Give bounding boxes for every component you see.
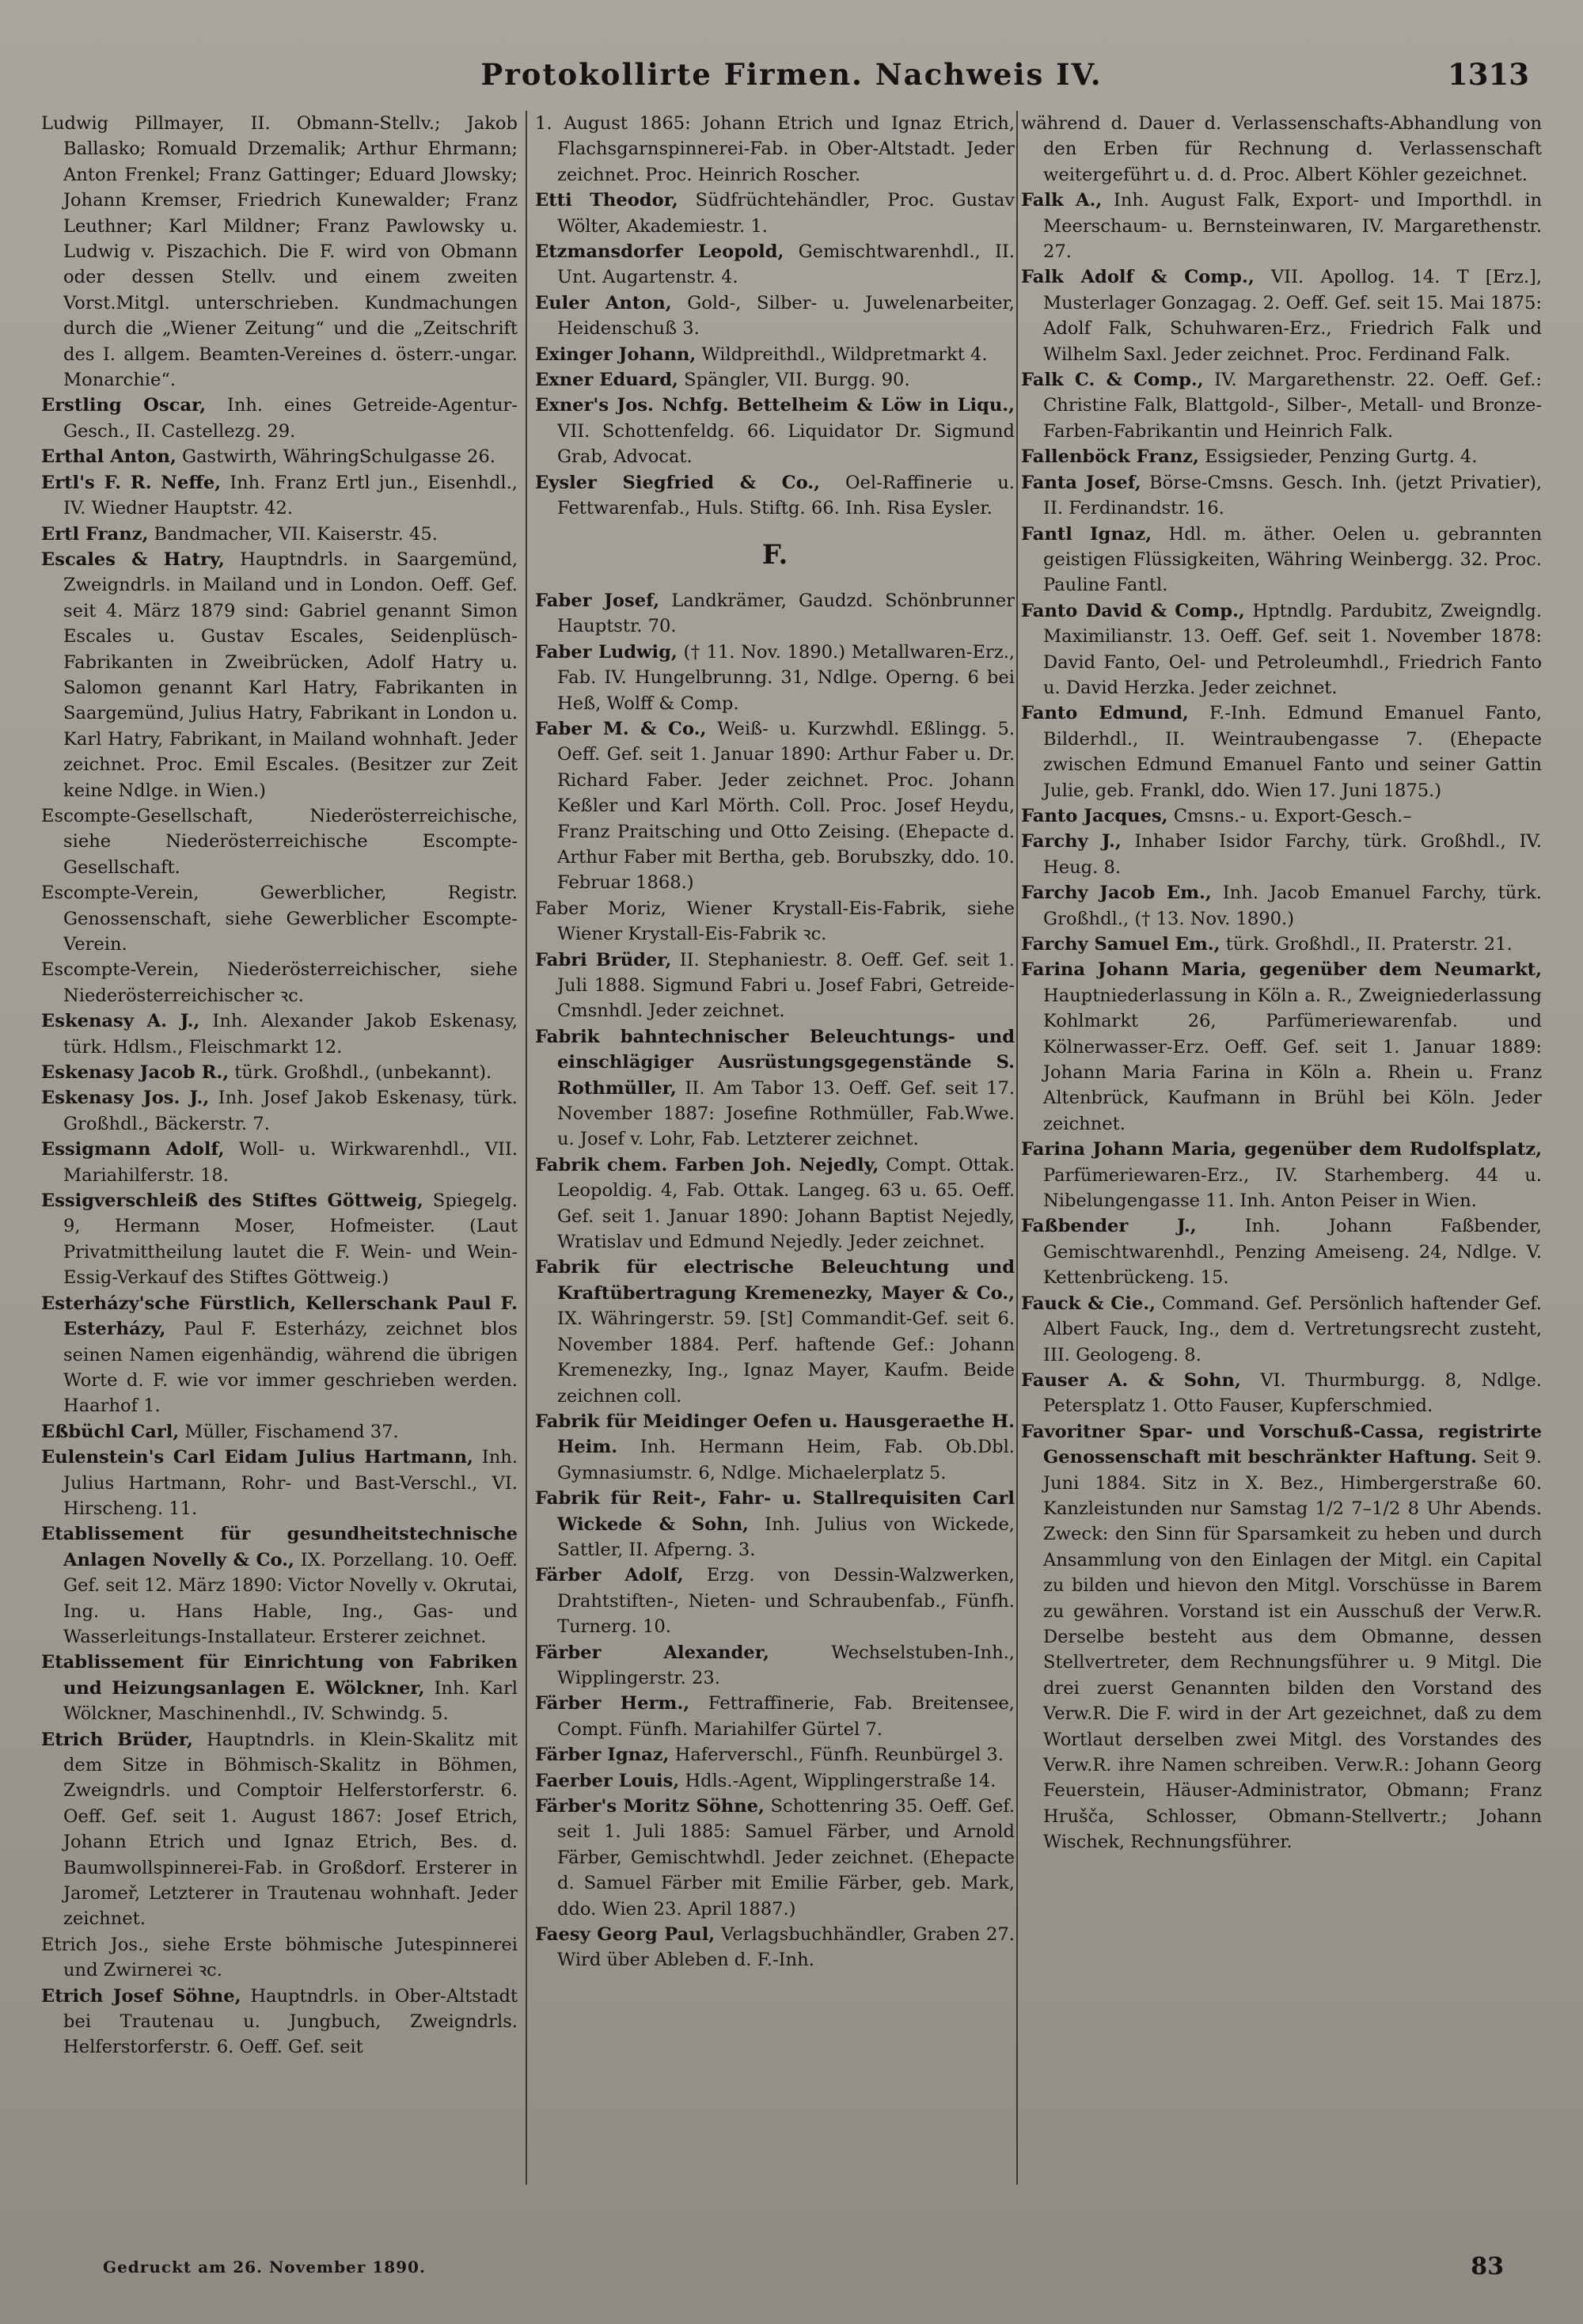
firm-details: Hauptndrls. in Klein-Skalitz mit dem Sitze in Böhmisch-Skalitz in Böhmen, Zweigndrls. und Comptoir Helferstorferstr. 6. Oeff. Gef. seit 1. August 1867: Josef Etrich, Johann Etrich und Ignaz Etrich, Bes. d. Baumwollspinnerei-Fab. in Großdorf. Ersterer in Jaromeř, Letzterer in Trautenau wohnhaft. Jeder zeichnet. — [63, 1729, 518, 1930]
firm-details: Wildpreithdl., Wildpretmarkt 4. — [701, 344, 988, 365]
firm-details: Compt. Ottak. Leopoldig. 4, Fab. Ottak. Langeg. 63 u. 65. Oeff. Gef. seit 1. Januar 1890: Johann Baptist Nejedly, Wratislav und Edmund Nejedly. Jeder zeichnet. — [557, 1154, 1015, 1253]
firm-name: Eskenasy Jacob R., — [41, 1062, 230, 1084]
firm-entry — [41, 470, 518, 522]
firm-name: Ertl's F. R. Neffe, — [41, 472, 222, 493]
firm-entry — [41, 444, 518, 469]
column-right — [1021, 111, 1542, 2185]
firm-name: Fabrik für Reit-, Fahr- u. Stallrequisiten Carl Wickede & Sohn, — [535, 1488, 1015, 1535]
firm-entry — [1021, 444, 1542, 469]
firm-entry — [535, 290, 1015, 342]
firm-entry — [535, 239, 1015, 290]
firm-details: Hptndlg. Pardubitz, Zweigndlg. Maximilianstr. 13. Oeff. Gef. seit 1. November 1878: David Fanto, Oel- und Petroleumhdl., Friedrich Fanto u. David Herzka. Jeder zeichnet. — [1043, 600, 1542, 698]
firm-entry — [535, 1742, 1015, 1768]
firm-name: Fanto Edmund, — [1021, 703, 1189, 724]
column-divider — [526, 111, 527, 2185]
firm-details: Inh. eines Getreide-Agentur-Gesch., II. Castellezg. 29. — [63, 395, 518, 442]
firm-name: Etrich Brüder, — [41, 1729, 193, 1750]
firm-details: IX. Währingerstr. 59. [St] Commandit-Gef. seit 6. November 1884. Perf. haftende Gef.: Johann Kremenezky, Ing., Ignaz Mayer, Kaufm. Beide zeichnen coll. — [557, 1308, 1015, 1407]
firm-entry — [1021, 1291, 1542, 1368]
firm-name: Eulenstein's Carl Eidam Julius Hartmann, — [41, 1447, 473, 1468]
firm-details: Verlagsbuchhändler, Graben 27. Wird über Ableben d. F.-Inh. — [557, 1924, 1015, 1971]
firm-entry — [535, 716, 1015, 896]
firm-entry — [1021, 1213, 1542, 1290]
firm-name: Fabrik für electrische Beleuchtung und Kraftübertragung Kremenezky, Mayer & Co., — [535, 1257, 1015, 1304]
firm-entry — [535, 111, 1015, 188]
firm-name: Färber Herm., — [535, 1693, 690, 1715]
firm-details: Hauptniederlassung in Köln a. R., Zweigniederlassung Kohlmarkt 26, Parfümeriewarenfab. und Kölnerwasser-Erz. Oeff. Gef. seit 1. Januar 1889: Johann Maria Farina in Köln a. Rhein u. Franz Altenbrück, Kaufmann in Brühl bei Köln. Jeder zeichnet. — [1043, 985, 1542, 1134]
firm-details: Bandmacher, VII. Kaiserstr. 45. — [154, 523, 438, 545]
firm-entry — [41, 1188, 518, 1291]
firm-entry — [1021, 598, 1542, 701]
firm-name: Färber Alexander, — [535, 1642, 769, 1663]
firm-entry — [41, 957, 518, 1008]
firm-name: Erstling Oscar, — [41, 395, 207, 416]
firm-entry — [1021, 701, 1542, 803]
firm-details: Ludwig Pillmayer, II. Obmann-Stellv.; Jakob Ballasko; Romuald Drzemalik; Arthur Ehrmann; Anton Frenkel; Franz Gattinger; Eduard Jlowsky; Johann Kremser, Friedrich Kunewalder; Franz Leuthner; Karl Mildner; Franz Pawlowsky u. Ludwig v. Piszachich. Die F. wird von Obmann oder dessen Stellv. und einem zweiten Vorst.Mitgl. unterschrieben. Kundmachungen durch die „Wiener Zeitung“ und die „Zeitschrift des I. allgem. Beamten-Vereines d. österr.-ungar. Monarchie“. — [41, 113, 518, 391]
column-divider — [1016, 111, 1018, 2185]
firm-details: II. Stephaniestr. 8. Oeff. Gef. seit 1. Juli 1888. Sigmund Fabri u. Josef Fabri, Getreide-Cmsnhdl. Jeder zeichnet. — [557, 949, 1015, 1022]
firm-entry — [1021, 1419, 1542, 1855]
firm-entry — [41, 1085, 518, 1137]
firm-details: Südfrüchtehändler, Proc. Gustav Wölter, Akademiestr. 1. — [557, 190, 1015, 237]
firm-details: Inh. Josef Jakob Eskenasy, türk. Großhdl., Bäckerstr. 7. — [63, 1088, 518, 1134]
firm-name: Färber Ignaz, — [535, 1745, 670, 1766]
page-title: Protokollirte Firmen. Nachweis IV. — [480, 57, 1103, 92]
firm-details: Gastwirth, WähringSchulgasse 26. — [182, 446, 495, 468]
firm-details: Fettraffinerie, Fab. Breitensee, Compt. Fünfh. Mariahilfer Gürtel 7. — [557, 1693, 1015, 1740]
firm-details: Landkrämer, Gaudzd. Schönbrunner Hauptstr. 70. — [557, 590, 1015, 637]
firm-entry — [1021, 188, 1542, 264]
firm-entry — [1021, 111, 1542, 188]
firm-name: Etablissement für Einrichtung von Fabriken und Heizungsanlagen E. Wölckner, — [41, 1652, 518, 1699]
firm-details: Inh. Karl Wölckner, Maschinenhdl., IV. Schwindg. 5. — [63, 1677, 518, 1725]
firm-entry — [535, 188, 1015, 239]
firm-name: Fabrik chem. Farben Joh. Nejedly, — [535, 1154, 879, 1175]
firm-entry — [535, 470, 1015, 522]
firm-name: Fanta Josef, — [1021, 472, 1141, 493]
firm-entry — [1021, 1137, 1542, 1213]
firm-entry — [535, 1024, 1015, 1153]
firm-name: Escales & Hatry, — [41, 549, 225, 570]
firm-entry — [41, 393, 518, 444]
firm-entry — [41, 1984, 518, 2060]
firm-entry — [1021, 367, 1542, 444]
firm-details: Weiß- u. Kurzwhdl. Eßlingg. 5. Oeff. Gef. seit 1. Januar 1890: Arthur Faber u. Dr. Richard Faber. Jeder zeichnet. Proc. Johann Keßler und Karl Mörth. Coll. Proc. Josef Heydu, Franz Praitsching und Otto Zeising. (Ehepacte d. Arthur Faber mit Bertha, geb. Borubszky, ddo. 10. Februar 1868.) — [557, 718, 1015, 894]
firm-details: Parfümeriewaren-Erz., IV. Starhemberg. 44 u. Nibelungengasse 11. Inh. Anton Peiser in Wien. — [1043, 1164, 1542, 1212]
firm-entry — [41, 1727, 518, 1932]
firm-details: Inh. Julius Hartmann, Rohr- und Bast-Verschl., VI. Hirscheng. 11. — [63, 1447, 518, 1519]
firm-details: Escompte-Verein, Gewerblicher, Registr. Genossenschaft, siehe Gewerblicher Escompte-Verein. — [41, 883, 518, 955]
firm-entry — [1021, 829, 1542, 880]
firm-name: Farchy Jacob Em., — [1021, 883, 1212, 904]
firm-name: Etablissement für gesundheitstechnische Anlagen Novelly & Co., — [41, 1524, 518, 1570]
firm-name: Favoritner Spar- und Vorschuß-Cassa, registrirte Genossenschaft mit beschränkter Haftung. — [1021, 1421, 1542, 1468]
firm-entry — [535, 1486, 1015, 1563]
section-heading: F. — [761, 538, 788, 571]
firm-name: Farina Johann Maria, gegenüber dem Neumarkt, — [1021, 959, 1542, 981]
firm-entry — [535, 1255, 1015, 1408]
firm-name: Essigmann Adolf, — [41, 1139, 225, 1160]
firm-entry — [1021, 470, 1542, 522]
firm-entry — [1021, 803, 1542, 829]
firm-entry — [535, 896, 1015, 947]
firm-details: Inh. Julius von Wickede, Sattler, II. Afperng. 3. — [557, 1513, 1015, 1560]
firm-entry — [1021, 264, 1542, 367]
firm-details: Etrich Jos., siehe Erste böhmische Jutespinnerei und Zwirnerei ꝛc. — [41, 1934, 518, 1981]
firm-details: Müller, Fischamend 37. — [184, 1421, 399, 1442]
firm-name: Fallenböck Franz, — [1021, 446, 1199, 468]
firm-entry — [41, 803, 518, 880]
firm-details: Wechselstuben-Inh., Wipplingerstr. 23. — [557, 1642, 1015, 1688]
firm-name: Fanto David & Comp., — [1021, 600, 1245, 621]
firm-name: Etti Theodor, — [535, 190, 678, 211]
firm-name: Etrich Josef Söhne, — [41, 1985, 241, 2007]
firm-entry — [41, 1419, 518, 1445]
firm-name: Faerber Louis, — [535, 1770, 680, 1791]
firm-details: Hauptndrls. in Ober-Altstadt bei Trautenau u. Jungbuch, Zweigndrls. Helferstorferstr. 6. Oeff. Gef. seit — [63, 1985, 518, 2058]
firm-name: Faber Josef, — [535, 590, 660, 611]
firm-name: Faesy Georg Paul, — [535, 1924, 716, 1946]
firm-name: Eskenasy Jos. J., — [41, 1088, 210, 1109]
firm-name: Färber's Moritz Söhne, — [535, 1796, 765, 1817]
firm-details: türk. Großhdl., (unbekannt). — [234, 1062, 492, 1084]
firm-details: Gemischtwarenhdl., II. Unt. Augartenstr. 4. — [557, 241, 1015, 288]
firm-details: VII. Apollog. 14. T [Erz.], Musterlager Gonzagag. 2. Oeff. Gef. seit 15. Mai 1875: Adolf Falk, Schuhwaren-Erz., Friedrich Falk und Wilhelm Saxl. Jeder zeichnet. Proc. Ferdinand Falk. — [1043, 267, 1542, 365]
firm-name: Farchy Samuel Em., — [1021, 934, 1220, 955]
firm-details: Seit 9. Juni 1884. Sitz in X. Bez., Himbergerstraße 60. Kanzleistunden nur Samstag 1/2 7–1/2 8 Uhr Abends. Zweck: den Sinn für Sparsamkeit zu heben und durch Ansammlung von den Einlagen der Mitgl. ein Capital zu bilden und hievon den Mitgl. Vorschüsse in Barem zu gewähren. Vorstand ist ein Ausschuß der Verw.R. Derselbe besteht aus dem Obmanne, dessen Stellvertreter, dem Rechnungsführer u. 9 Mitgl. Die drei zuerst Genannten bilden den Vorstand des Verw.R. Die F. wird in der Art gezeichnet, daß zu dem Wortlaut derselben zwei Mitgl. des Vorstandes des Verw.R. ihre Namen schreiben. Verw.R.: Johann Georg Feuerstein, Häuser-Administrator, Obmann; Franz Hrušča, Schlosser, Obmann-Stellvertr.; Johann Wischek, Rechnungsführer. — [1043, 1447, 1542, 1853]
firm-details: Erzg. von Dessin-Walzwerken, Drahtstiften-, Nieten- und Schraubenfab., Fünfh. Turnerg. 10. — [557, 1565, 1015, 1638]
firm-entry — [41, 1932, 518, 1984]
firm-details: VII. Schottenfeldg. 66. Liquidator Dr. Sigmund Grab, Advocat. — [557, 420, 1015, 468]
firm-details: 1. August 1865: Johann Etrich und Ignaz Etrich, Flachsgarnspinnerei-Fab. in Ober-Altstadt. Jeder zeichnet. Proc. Heinrich Roscher. — [535, 113, 1015, 185]
firm-entry — [535, 588, 1015, 640]
firm-details: Faber Moriz, Wiener Krystall-Eis-Fabrik, siehe Wiener Krystall-Eis-Fabrik ꝛc. — [535, 898, 1015, 945]
firm-entry — [41, 1060, 518, 1085]
firm-name: Ertl Franz, — [41, 523, 149, 545]
firm-name: Eskenasy A. J., — [41, 1011, 200, 1032]
column-left — [41, 111, 518, 2185]
firm-name: Essigverschleiß des Stiftes Göttweig, — [41, 1190, 423, 1212]
firm-details: Hdl. m. äther. Oelen u. gebrannten geistigen Flüssigkeiten, Währing Weinbergg. 32. Proc. Pauline Fantl. — [1043, 523, 1542, 596]
firm-entry — [535, 1153, 1015, 1255]
firm-details: Inhaber Isidor Farchy, türk. Großhdl., IV. Heug. 8. — [1043, 831, 1542, 878]
firm-entry — [1021, 932, 1542, 957]
firm-entry — [41, 1008, 518, 1060]
firm-details: VI. Thurmburgg. 8, Ndlge. Petersplatz 1. Otto Fauser, Kupferschmied. — [1043, 1369, 1542, 1417]
firm-details: Börse-Cmsns. Gesch. Inh. (jetzt Privatier), II. Ferdinandstr. 16. — [1043, 472, 1542, 519]
firm-details: Schottenring 35. Oeff. Gef. seit 1. Juli 1885: Samuel Färber, und Arnold Färber, Gemischtwhdl. Jeder zeichnet. (Ehepacte d. Samuel Färber mit Emilie Färber, geb. Mark, ddo. Wien 23. April 1887.) — [557, 1796, 1015, 1920]
firm-name: Exinger Johann, — [535, 344, 697, 365]
firm-name: Fabrik bahntechnischer Beleuchtungs- und einschlägiger Ausrüstungsgegenstände S. Rothmüller, — [535, 1026, 1015, 1099]
firm-details: Spiegelg. 9, Hermann Moser, Hofmeister. (Laut Privatmittheilung lautet die F. Wein- und Wein-Essig-Verkauf des Stiftes Göttweig.) — [63, 1190, 518, 1289]
firm-entry — [41, 880, 518, 957]
firm-entry — [1021, 957, 1542, 1137]
firm-details: Hdls.-Agent, Wipplingerstraße 14. — [685, 1770, 996, 1791]
firm-details: Inh. Alexander Jakob Eskenasy, türk. Hdlsm., Fleischmarkt 12. — [63, 1011, 518, 1058]
firm-entry — [535, 1409, 1015, 1486]
sheet-number: 83 — [1471, 2253, 1504, 2280]
firm-details: Gold-, Silber- u. Juwelenarbeiter, Heidenschuß 3. — [557, 292, 1015, 340]
firm-entry — [41, 1137, 518, 1188]
firm-name: Eysler Siegfried & Co., — [535, 472, 821, 493]
firm-entry — [41, 1521, 518, 1650]
firm-details: IX. Porzellang. 10. Oeff. Gef. seit 12. März 1890: Victor Novelly v. Okrutai, Ing. u. Hans Hable, Ing., Gas- und Wasserleitungs-Installateur. Ersterer zeichnet. — [63, 1549, 518, 1647]
firm-entry — [535, 342, 1015, 367]
firm-entry — [41, 1291, 518, 1419]
firm-details: Spängler, VII. Burgg. 90. — [684, 370, 910, 391]
firm-entry — [535, 1794, 1015, 1922]
firm-entry — [41, 522, 518, 547]
firm-name: Exner Eduard, — [535, 370, 678, 391]
firm-entry — [535, 1768, 1015, 1794]
firm-name: Esterházy'sche Fürstlich, Kellerschank Paul F. Esterházy, — [41, 1293, 518, 1340]
firm-details: IV. Margarethenstr. 22. Oeff. Gef.: Christine Falk, Blattgold-, Silber-, Metall- und Bronze-Farben-Fabrikantin und Heinrich Falk. — [1043, 370, 1542, 442]
firm-name: Fauser A. & Sohn, — [1021, 1369, 1241, 1391]
firm-entry — [535, 640, 1015, 716]
firm-details: Haferverschl., Fünfh. Reunbürgel 3. — [674, 1745, 1004, 1766]
firm-entry — [535, 1640, 1015, 1692]
firm-name: Fanto Jacques, — [1021, 805, 1168, 826]
firm-name: Euler Anton, — [535, 292, 672, 313]
firm-entry — [41, 547, 518, 803]
firm-name: Exner's Jos. Nchfg. Bettelheim & Löw in Liqu., — [535, 395, 1015, 416]
print-date-note: Gedruckt am 26. November 1890. — [103, 2258, 426, 2277]
firm-details: Escompte-Gesellschaft, Niederösterreichische, siehe Niederösterreichische Escompte-Gesellschaft. — [41, 805, 518, 878]
firm-name: Falk Adolf & Comp., — [1021, 267, 1255, 288]
firm-name: Fabri Brüder, — [535, 949, 672, 970]
firm-details: Inh. Jacob Emanuel Farchy, türk. Großhdl., († 13. Nov. 1890.) — [1043, 883, 1542, 929]
firm-details: Escompte-Verein, Niederösterreichischer, siehe Niederösterreichischer ꝛc. — [41, 959, 518, 1006]
firm-details: Inh. Franz Ertl jun., Eisenhdl., IV. Wiedner Hauptstr. 42. — [63, 472, 518, 519]
firm-entry — [535, 947, 1015, 1024]
firm-name: Faßbender J., — [1021, 1216, 1197, 1237]
page-footer — [47, 2253, 1536, 2289]
firm-details: Paul F. Esterházy, zeichnet blos seinen Namen eigenhändig, während die übrigen Worte d. F. wie vor immer geschrieben werden. Haarhof 1. — [63, 1319, 518, 1417]
firm-entry — [535, 1563, 1015, 1639]
firm-details: Essigsieder, Penzing Gurtg. 4. — [1205, 446, 1478, 468]
firm-name: Fauck & Cie., — [1021, 1293, 1156, 1314]
firm-details: während d. Dauer d. Verlassenschafts-Abhandlung von den Erben für Rechnung d. Verlassenschaft weitergeführt u. d. d. Proc. Albert Köhler gezeichnet. — [1021, 113, 1542, 185]
firm-name: Faber M. & Co., — [535, 718, 707, 739]
firm-name: Etzmansdorfer Leopold, — [535, 241, 784, 263]
firm-details: F.-Inh. Edmund Emanuel Fanto, Bilderhdl., II. Weintraubengasse 7. (Ehepacte zwischen Edmund Emanuel Fanto und seiner Gattin Julie, geb. Frankl, ddo. Wien 17. Juni 1875.) — [1043, 703, 1542, 801]
firm-entry — [535, 1691, 1015, 1742]
firm-name: Eßbüchl Carl, — [41, 1421, 180, 1442]
firm-name: Farchy J., — [1021, 831, 1122, 853]
firm-name: Falk C. & Comp., — [1021, 370, 1204, 391]
firm-details: türk. Großhdl., II. Praterstr. 21. — [1225, 934, 1513, 955]
firm-details: († 11. Nov. 1890.) Metallwaren-Erz., Fab. IV. Hungelbrunng. 31, Ndlge. Operng. 6 bei Heß, Wolff & Comp. — [557, 641, 1015, 714]
firm-entry — [1021, 1368, 1542, 1419]
firm-details: Woll- u. Wirkwarenhdl., VII. Mariahilferstr. 18. — [63, 1139, 518, 1186]
firm-name: Fantl Ignaz, — [1021, 523, 1152, 545]
firm-entry — [535, 1922, 1015, 1973]
firm-entry — [1021, 522, 1542, 598]
firm-details: Hauptndrls. in Saargemünd, Zweigndrls. in Mailand und in London. Oeff. Gef. seit 4. März 1879 sind: Gabriel genannt Simon Escales u. Gustav Escales, Seidenplüsch-Fabrikanten in Zweibrücken, Adolf Hatry u. Salomon genannt Karl Hatry, Fabrikanten in Saargemünd, Julius Hatry, Fabrikant in London u. Karl Hatry, Fabrikant, in Mailand wohnhaft. Jeder zeichnet. Proc. Emil Escales. (Besitzer zur Zeit keine Ndlge. in Wien.) — [63, 549, 518, 801]
firm-entry — [535, 393, 1015, 469]
firm-entry — [41, 1650, 518, 1726]
firm-name: Falk A., — [1021, 190, 1103, 211]
firm-details: Cmsns.- u. Export-Gesch.– — [1173, 805, 1412, 826]
firm-details: II. Am Tabor 13. Oeff. Gef. seit 17. November 1887: Josefine Rothmüller, Fab.Wwe. u. Josef v. Lohr, Fab. Letzterer zeichnet. — [557, 1077, 1015, 1150]
firm-details: Command. Gef. Persönlich haftender Gef. Albert Fauck, Ing., dem d. Vertretungsrecht zusteht, III. Geologeng. 8. — [1043, 1293, 1542, 1365]
firm-details: Oel-Raffinerie u. Fettwarenfab., Huls. Stiftg. 66. Inh. Risa Eysler. — [557, 472, 1015, 519]
firm-details: Inh. Hermann Heim, Fab. Ob.Dbl. Gymnasiumstr. 6, Ndlge. Michaelerplatz 5. — [557, 1437, 1015, 1483]
firm-name: Erthal Anton, — [41, 446, 177, 468]
firm-entry — [41, 1445, 518, 1521]
page-header — [47, 57, 1536, 104]
firm-name: Fabrik für Meidinger Oefen u. Hausgeraethe H. Heim. — [535, 1411, 1015, 1458]
firm-entry — [41, 111, 518, 393]
firm-name: Farina Johann Maria, gegenüber dem Rudolfsplatz, — [1021, 1139, 1542, 1160]
column-middle — [535, 111, 1015, 2185]
firm-entry — [1021, 880, 1542, 932]
firm-entry — [535, 367, 1015, 393]
firm-name: Faber Ludwig, — [535, 641, 678, 663]
page-number: 1313 — [1448, 57, 1529, 92]
firm-name: Färber Adolf, — [535, 1565, 684, 1586]
firm-details: Inh. August Falk, Export- und Importhdl. in Meerschaum- u. Bernsteinwaren, IV. Margarethenstr. 27. — [1043, 190, 1542, 263]
firm-details: Inh. Johann Faßbender, Gemischtwarenhdl., Penzing Ameiseng. 24, Ndlge. V. Kettenbrückeng. 15. — [1043, 1216, 1542, 1289]
